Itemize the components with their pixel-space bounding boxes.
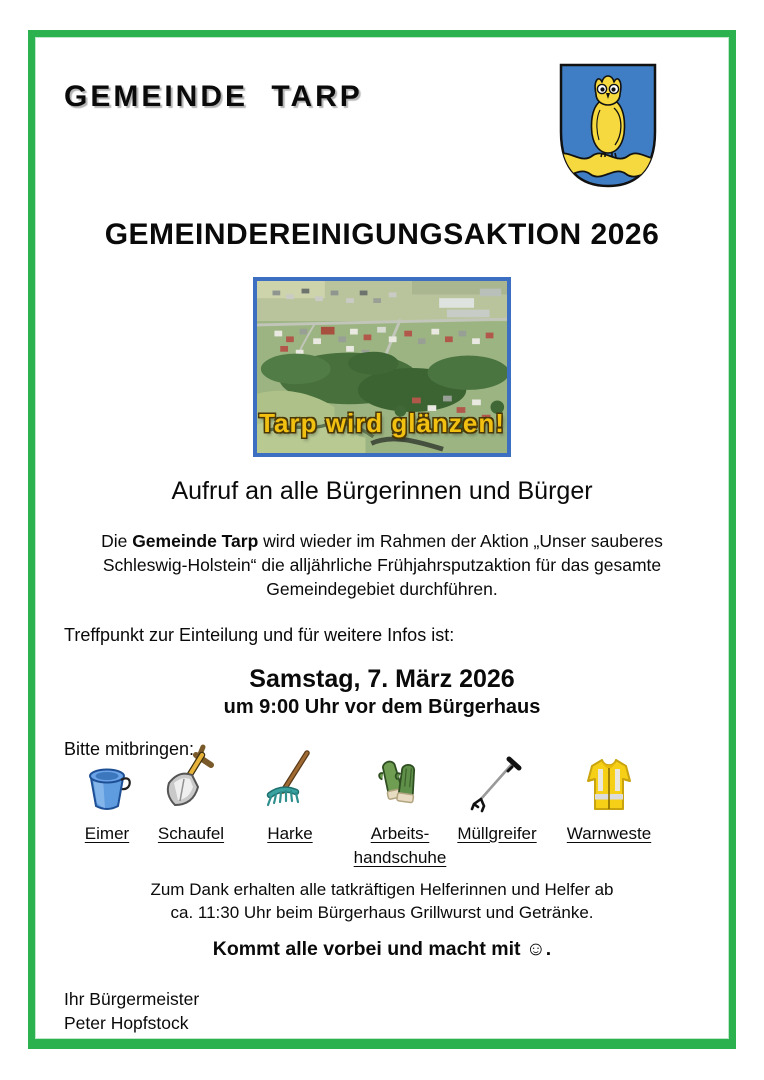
litter-grabber-icon: [468, 751, 526, 820]
bring-item-eimer: [72, 742, 142, 844]
photo-caption: Tarp wird glänzen!: [259, 408, 505, 438]
event-date: Samstag, 7. März 2026: [249, 665, 515, 693]
rake-icon: [263, 749, 317, 820]
bring-items-row: [0, 742, 764, 867]
bring-item-warnweste: [558, 742, 660, 844]
bring-label: Bitte mitbringen:: [64, 739, 195, 759]
item-label-arbeitshandschuhe-2: handschuhe: [353, 848, 447, 867]
intro-paragraph: [52, 529, 712, 601]
closing-line: Kommt alle vorbei und macht mit ☺.: [212, 938, 552, 960]
signature-role: Ihr Bürgermeister: [64, 989, 200, 1009]
intro-line1-post: wird wieder im Rahmen der Aktion „Unser sauberes: [258, 531, 663, 551]
shovel-icon: [162, 743, 220, 820]
tarp-coat-of-arms: [556, 60, 660, 190]
item-label-schaufel: Schaufel: [157, 824, 225, 843]
thanks-text: [52, 878, 712, 924]
bring-item-muellgreifer: [450, 742, 544, 844]
bring-item-schaufel: [148, 742, 234, 844]
call-title: Aufruf an alle Bürgerinnen und Bürger: [171, 477, 593, 505]
item-label-arbeitshandschuhe-1: Arbeits-: [370, 824, 430, 843]
safety-vest-icon: [583, 755, 635, 820]
work-gloves-icon: [372, 757, 428, 820]
signature-block: [64, 987, 199, 1035]
thanks-line-1: Zum Dank erhalten alle tatkräftigen Helferinnen und Helfer ab: [150, 880, 614, 899]
item-label-muellgreifer: Müllgreifer: [457, 824, 537, 843]
bring-item-harke: [252, 742, 328, 844]
bring-item-arbeitshandschuhe: [348, 742, 452, 868]
intro-line-1: [52, 529, 712, 553]
intro-line-3: Gemeindegebiet durchführen.: [266, 579, 498, 599]
item-label-harke: Harke: [267, 824, 313, 843]
intro-line1-bold: Gemeinde Tarp: [132, 531, 259, 551]
item-label-warnweste: Warnweste: [566, 824, 652, 843]
event-time-place: um 9:00 Uhr vor dem Bürgerhaus: [223, 696, 541, 718]
municipality-title: GEMEINDE TARP: [64, 80, 363, 113]
meeting-intro: Treffpunkt zur Einteilung und für weitere Infos ist:: [64, 625, 455, 645]
signature-name: Peter Hopfstock: [64, 1013, 189, 1033]
intro-line1-pre: Die: [101, 531, 133, 551]
campaign-heading: GEMEINDEREINIGUNGSAKTION 2026: [104, 218, 660, 251]
aerial-photo: [253, 277, 511, 457]
owl-shield-icon: [556, 177, 660, 194]
item-label-eimer: Eimer: [84, 824, 130, 843]
bucket-icon: [83, 761, 131, 820]
thanks-line-2: ca. 11:30 Uhr beim Bürgerhaus Grillwurst und Getränke.: [170, 903, 594, 922]
intro-line-2: Schleswig-Holstein“ die alljährliche Frühjahrsputzaktion für das gesamte: [102, 555, 662, 575]
